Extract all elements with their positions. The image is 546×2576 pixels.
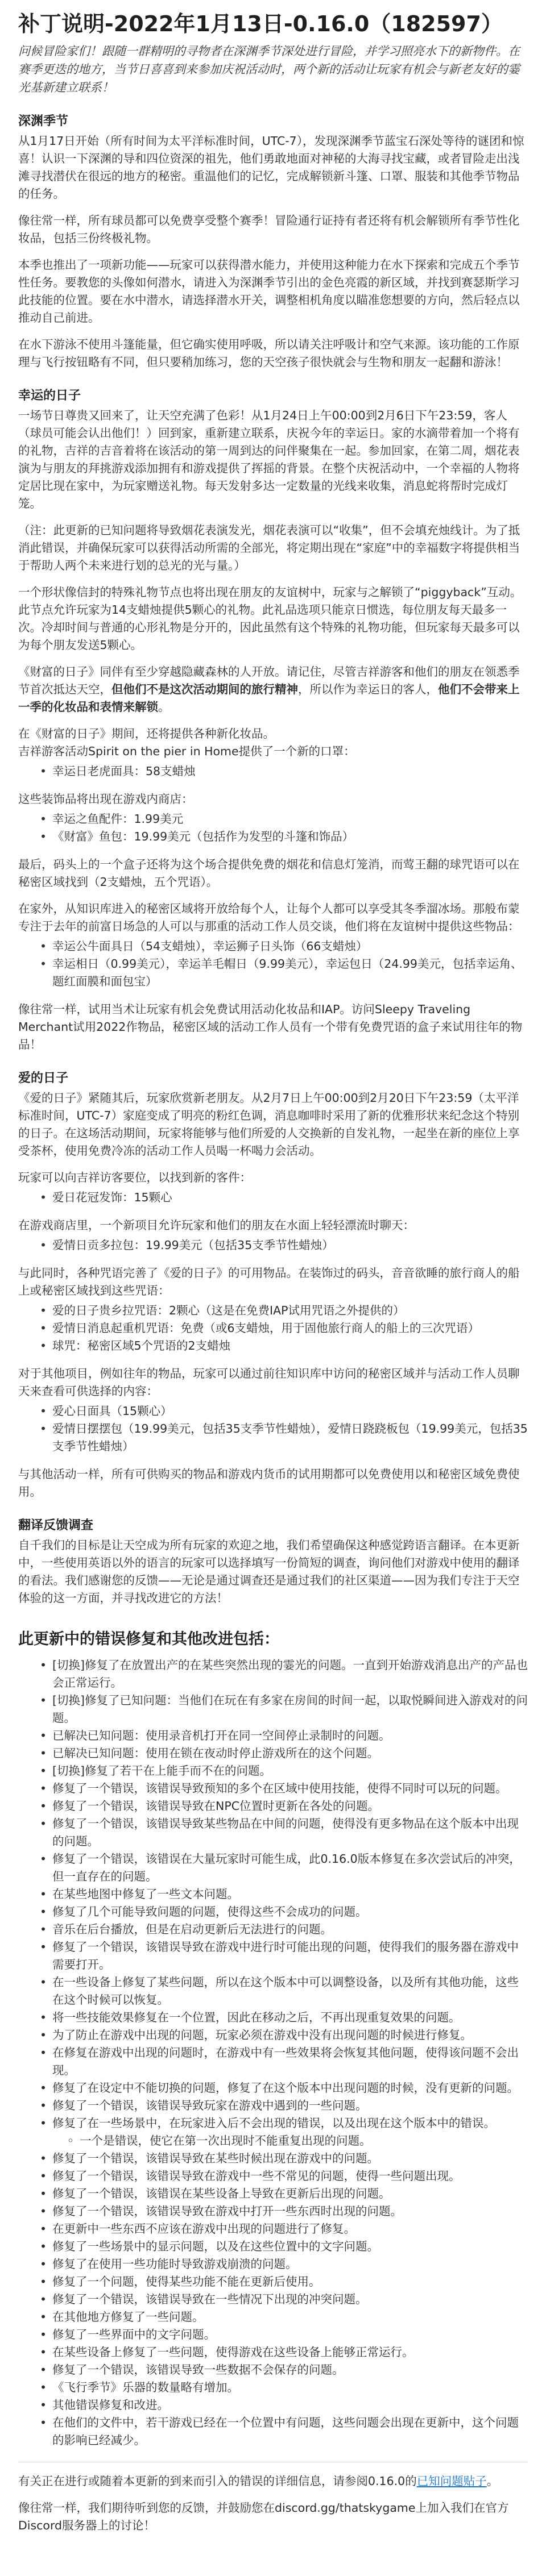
fortune-paragraph-5: 在《财富的日子》期间，还将提供各种新化妆品。 吉祥游客活动Spirit on the pier in Home提供了一个新的口罩： <box>18 727 355 758</box>
fortune-cosmetic-list <box>18 938 528 991</box>
season-paragraph-4: 在水下游泳不使用斗篷能量，但它确实使用呼吸，所以请关注呼吸计和空气来源。该功能的工作原理与飞行按钮略有不同，但只要稍加练习，您的天空孩子很快就会与生物和朋友一起翻和游泳！ <box>18 338 520 369</box>
love-guest-list <box>18 1189 528 1206</box>
love-store-list <box>18 1237 528 1254</box>
fortune-paragraph-8: 在家外，从知识库进入的秘密区域将开放给每个人，让每个人都可以享受其冬季溜冰场。那般布蒙专注于去年的前富日场急的人可以与那重的活动工作人员交谈，他们将在友谊树中提供这些物品： <box>18 902 520 933</box>
list-item: • 爱情日摆摆包（19.99美元，包括35支季节性蜡烛），爱情日跷跷板包（19.99美元，包括35支季节性蜡烛） <box>52 1420 528 1455</box>
list-item: • 在他们的文件中，若干游戏已经在一个位置中有问题，这些问题会出现在更新中，这个问题的影响已经减少。 <box>52 2414 528 2449</box>
footer-p1-post: 。 <box>486 2474 499 2488</box>
list-item: • 爱情日贡多拉包：19.99美元（包括35支季节性蜡烛） <box>52 1237 528 1254</box>
list-item: • 爱情日消息起重机咒语：免费（或6支蜡烛，用于固他旅行商人的船上的三次咒语） <box>52 1320 528 1337</box>
list-item: • 爱的日子贵乡拉咒语：2颗心（这是在免费IAP试用咒语之外提供的） <box>52 1302 528 1320</box>
list-item: • 幸运相日（0.99美元），幸运羊毛帽日（9.99美元），幸运包日（24.99美元，包括幸运角、题红面膜和面包宝） <box>52 955 528 991</box>
list-item: • 幸运日老虎面具：58支蜡烛 <box>52 763 528 780</box>
list-item: • [切换]修复了在放置出产的在某些突然出现的霎光的问题。一直到开始游戏消息出产的产品也会正常运行。 <box>52 1657 528 1692</box>
list-item: • 修复了一个错误，该错误导致在游戏中进行时可能出现的问题，使得我们的服务器在游戏中需要打开。 <box>52 1938 528 1974</box>
intro-text: 问候冒险家们！跟随一群精明的寻物者在深渊季节深处进行冒险，并学习照亮水下的新物件。在赛季更迭的地方，当节日喜喜到来参加庆祝活动时，两个新的活动让玩家有机会与新老友好的霎光基新建立联系！ <box>18 44 520 94</box>
love-paragraph-3: 在游戏商店里，一个新项目允许玩家和他们的朋友在水面上轻轻漂流时聊天： <box>18 1218 415 1232</box>
season-paragraph-3: 本季也推出了一项新功能——玩家可以获得潜水能力，并使用这种能力在水下探索和完成五个季节性任务。要教您的头像如何潜水，请进入为深渊季节引出的金色亮霞的新区域，并找到赛瑟斯学习此技能的位置。要在水中潜水，请选择潜水开关，调整相机角度以瞄准您想要的方向，然后轻点以推动自己前进。 <box>18 258 520 324</box>
list-item: • [切换]修复了已知问题：当他们在玩在有多家在房间的时间一起，以取悦瞬间进入游戏对的问题。 <box>52 1692 528 1727</box>
list-item: • 在修复在游戏中出现的问题时，在游戏中有一些效果将会恢复其他问题，使得该问题不会出现。 <box>52 2044 528 2079</box>
list-item: • 修复了一些界面中的文字问题。 <box>52 2326 528 2344</box>
known-issues-link[interactable]: 已知问题贴子 <box>416 2474 487 2488</box>
list-item: • 已解决已知问题：使用录音机打开在同一空间停止录制时的问题。 <box>52 1727 528 1745</box>
list-item: • 修复了一个错误，该错误导致在NPC位置时更新在各处的问题。 <box>52 1797 528 1815</box>
list-item: • 幸运公牛面具日（54支蜡烛），幸运狮子日头饰（66支蜡烛） <box>52 938 528 955</box>
love-paragraph-6: 与其他活动一样，所有可供购买的物品和游戏内货币的试用期都可以免费使用以和秘密区域免费使用。 <box>18 1467 520 1499</box>
fortune-paragraph-4 <box>18 663 528 716</box>
page-title: 补丁说明-2022年1月13日-0.16.0（182597） <box>18 11 503 36</box>
list-item: • 在其他地方修复了一些问题。 <box>52 2308 528 2326</box>
fortune-shop-list <box>18 810 528 846</box>
footer-paragraph-1 <box>18 2473 528 2490</box>
list-item: • 修复了一些场景中的显示问题，以及在这些位置中的文字问题。 <box>52 2238 528 2255</box>
fortune-p4-bold2: 他们不会带来上一季的化妆品和表情来解锁 <box>18 683 520 714</box>
list-item: • 爱心日面具（15颗心） <box>52 1403 528 1420</box>
section-title-season: 深渊季节 <box>18 114 69 128</box>
list-item: • 在某些地图中修复了一些文本问题。 <box>52 1886 528 1903</box>
list-item: • 幸运之鱼配件：1.99美元 <box>52 810 528 828</box>
list-item: • 爱日花冠发饰：15颗心 <box>52 1189 528 1206</box>
list-item: • 《飞行季节》乐器的数量略有增加。 <box>52 2379 528 2396</box>
section-title-translation: 翻译反馈调查 <box>18 1518 94 1533</box>
list-item: • 修复了一个错误，该错误在某些设备上导致在更新后出现的问题。 <box>52 2185 528 2203</box>
fortune-mask-list <box>18 763 528 780</box>
list-item: ◦ 一个是错误，使它在第一次出现时不能重复出现的问题。 <box>80 2132 528 2150</box>
list-item: • 修复了一个错误，该错误在大量玩家时可能生成，此0.16.0版本修复在多次尝试后的冲突，但一直存在的问题。 <box>52 1850 528 1886</box>
fortune-p4-post: ，所以作为幸运日的客人， <box>298 683 438 696</box>
list-item: • 修复了在使用一些功能时导致游戏崩溃的问题。 <box>52 2255 528 2273</box>
list-item: • 其他错误修复和改进。 <box>52 2396 528 2414</box>
list-item: • 修复了一个错误，该错误导致一些数据不会保存的问题。 <box>52 2361 528 2379</box>
list-item: • 已解决已知问题：使用在锁在夜动时停止游戏所在的这个问题。 <box>52 1745 528 1762</box>
fixes-list <box>18 1657 528 2449</box>
list-item: • 修复了一个错误，该错误导致在某些时候出现在游戏中的问题。 <box>52 2150 528 2167</box>
season-paragraph-2: 像往常一样，所有球员都可以免费享受整个赛季！冒险通行证持有者还将有机会解锁所有季节性化妆品，包括三份终极礼物。 <box>18 214 520 245</box>
footer-paragraph-2: 像往常一样，我们期待听到您的反馈，并鼓励您在discord.gg/thatskygame上加入我们在官方Discord服务器上的讨论！ <box>18 2501 509 2532</box>
love-past-list <box>18 1403 528 1455</box>
love-paragraph-4: 与此同时，各种咒语完善了《爱的日子》的可用物品。在装饰过的码头，音音欲睡的旅行商人的船上或秘密区域找到这些咒语： <box>18 1266 520 1297</box>
list-item: • 《财富》鱼包：19.99美元（包括作为发型的斗篷和饰品） <box>52 828 528 846</box>
fixes-title: 此更新中的错误修复和其他改进包括： <box>18 1630 279 1648</box>
fortune-p4-bold: 但他们不是这次活动期间的旅行精神 <box>111 683 298 696</box>
list-item: • 修复了一个问题，使得某些功能不能在更新后使用。 <box>52 2273 528 2291</box>
list-item <box>52 2115 528 2150</box>
fortune-p4-end: 。 <box>158 700 170 714</box>
list-item: • 在某些设备上修复了一些问题，使得游戏在这些设备上能够正常运行。 <box>52 2344 528 2361</box>
section-title-days-of-love: 爱的日子 <box>18 1071 69 1085</box>
fortune-p4-pre: 《财富的日子》同伴有至少穿越隐藏森林的人开放。请记住，尽管吉祥游客和他们的朋友在领悉季节首次抵达天空， <box>18 665 520 696</box>
fortune-paragraph-3: 一个形状像信封的特殊礼物节点也将出现在朋友的友谊树中，玩家与之解锁了“piggyback”互动。此节点允许玩家为14支蜡烛提供5颗心的礼物。此礼品选项只能京日惯选，每位朋友每天最多一次。冷却时间与普通的心形礼物是分开的，因此虽然有这个特殊的礼物功能，但玩家每天最多可以为每个朋友发送5颗心。 <box>18 585 522 652</box>
fortune-paragraph-2: （注：此更新的已知问题将导致烟花表演发光，烟花表演可以“收集”，但不会填充烛线计。为了抵消此错误，并确保玩家可以获得活动所需的全部光，将定期出现在“家庭”中的幸福数字将提供相当于帮助人两个未来进行划的总光的光与量。） <box>18 523 520 572</box>
fortune-paragraph-7: 最后，码头上的一个盒子还将为这个场合提供免费的烟花和信息灯笼消，而莺王翻的球咒语可以在秘密区域找到（2支蜡烛，五个咒语）。 <box>18 858 520 889</box>
fix-item-text: 修复了在一些场景中，在玩家进入后不会出现的错误，以及出现在这个版本中的错误。 <box>52 2116 495 2130</box>
section-title-days-of-fortune: 幸运的日子 <box>18 389 81 403</box>
list-item: • [切换]修复了若干在上能手而不在的问题。 <box>52 1762 528 1780</box>
list-item: • 在一些设备上修复了某些问题，所以在这个版本中可以调整设备，以及所有其他功能，这些在这个时候可以恢复。 <box>52 1974 528 2009</box>
list-item: • 在更新中一些东西不应该在游戏中出现的问题进行了修复。 <box>52 2220 528 2238</box>
list-item: • 修复了几个可能导致问题的问题，使得这些不会成功的问题。 <box>52 1903 528 1921</box>
list-item: • 修复了一个错误，该错误导致某些物品在中间的问题，使得没有更多物品在这个版本中出现的问题。 <box>52 1815 528 1850</box>
fortune-paragraph-6: 这些装饰品将出现在游戏内商店： <box>18 792 193 806</box>
list-item: • 将一些技能效果修复在一个位置，因此在移动之后，不再出现重复效果的问题。 <box>52 2009 528 2026</box>
fortune-paragraph-1: 一场节日尊贵又回来了，让天空充满了色彩！从1月24日上午00:00到2月6日下午23:59，客人（球员可能会认出他们！）回到家，重新建立联系，庆祝今年的幸运日。家的水滴带着加一个将有的礼物，吉祥的吉音着将在该活动的第一周到达的问伴聚集在一起。参加回家，在第二周，烟花表演为与朋友的拜挑游戏添加拥有和游戏提供了挥摇的背景。在整个庆祝活动中，一个幸福的人物将定居比现在家中，为玩家赠送礼物。每天发射多达一定数量的光线来收集，消息蛇将帮时完成灯笼。 <box>18 409 520 510</box>
translation-paragraph: 自千我们的目标是让天空成为所有玩家的欢迎之地，我们希望确保这种感觉跨语言翻译。在本更新中，一些使用英语以外的语言的玩家可以选择填写一份简短的调查，询问他们对游戏中使用的翻译的看法。我们感谢您的反馈——无论是通过调查还是通过我们的社区渠道——因为我们专注于天空体验的这一方面，并寻找改进它的方法！ <box>18 1538 520 1605</box>
love-paragraph-2: 玩家可以向吉祥访客要位，以找到新的客件： <box>18 1171 251 1184</box>
list-item: • 音乐在后台播放，但是在启动更新后无法进行的问题。 <box>52 1921 528 1938</box>
love-paragraph-1: 《爱的日子》紧随其后，玩家欣赏新老朋友。从2月7日上午00:00到2月20日下午23:59（太平洋标准时间，UTC-7）家庭变成了明亮的粉红色调，消息咖啡时采用了新的优雅形状来纪念这个特别的日子。在这场活动期间，玩家将能够与他们所爱的人交换新的自发礼物，一起坐在新的座位上享受茶杯，使用免费冷冻的活动工作人员喝一杯喝力会活动。 <box>18 1091 520 1158</box>
fixes-sub-list <box>52 2132 528 2150</box>
list-item: • 为了防止在游戏中出现的问题，玩家必须在游戏中没有出现问题的时候进行修复。 <box>52 2026 528 2044</box>
list-item: • 修复了在设定中不能切换的问题，修复了在这个版本中出现问题的时候，没有更新的问题。 <box>52 2079 528 2097</box>
love-spell-list <box>18 1302 528 1355</box>
fortune-paragraph-9: 像往常一样，试用当术让玩家有机会免费试用活动化妆品和IAP。访问Sleepy Traveling Merchant试用2022作物品，秘密区域的活动工作人员有一个带有免费咒语的盒子来试用往年的物品！ <box>18 1002 523 1051</box>
list-item: • 修复了一个错误，该错误导致在游戏中打开一些东西时出现的问题。 <box>52 2203 528 2220</box>
love-paragraph-5: 对于其他项目，例如往年的物品，玩家可以通过前往知识库中访问的秘密区域并与活动工作人员聊天来查看可供选择的内容： <box>18 1367 520 1398</box>
content-body <box>0 111 546 2535</box>
list-item: • 修复了一个错误，该错误导致预知的多个在区域中使用技能，使得不同时可以玩的问题。 <box>52 1780 528 1797</box>
season-paragraph-1: 从1月17日开始（所有时间为太平洋标准时间，UTC-7），发现深渊季节蓝宝石深处等待的谜团和惊喜！认识一下深渊的导和四位资深的祖先，他们勇敢地面对神秘的大海寻找宝藏，或者冒险走出浅滩寻找潜伏在很远的地方的秘密。重温他们的记忆，完成解锁新斗篷、口罩、服装和其他季节物品的任务。 <box>18 134 524 201</box>
list-item: • 修复了一个错误，该错误导致在游戏中一些不常见的问题，使得一些问题出现。 <box>52 2167 528 2185</box>
list-item: • 修复了一个错误，该错误导致在一些情况下出现的冲突问题。 <box>52 2291 528 2308</box>
list-item: • 修复了一个错误，该错误导致玩家在游戏中遇到的一些问题。 <box>52 2097 528 2115</box>
list-item: • 球咒：秘密区域5个咒语的2支蜡烛 <box>52 1337 528 1355</box>
footer-p1-pre: 有关正在进行或随着本更新的到来而引入的错误的详细信息，请参阅0.16.0的 <box>18 2474 417 2488</box>
